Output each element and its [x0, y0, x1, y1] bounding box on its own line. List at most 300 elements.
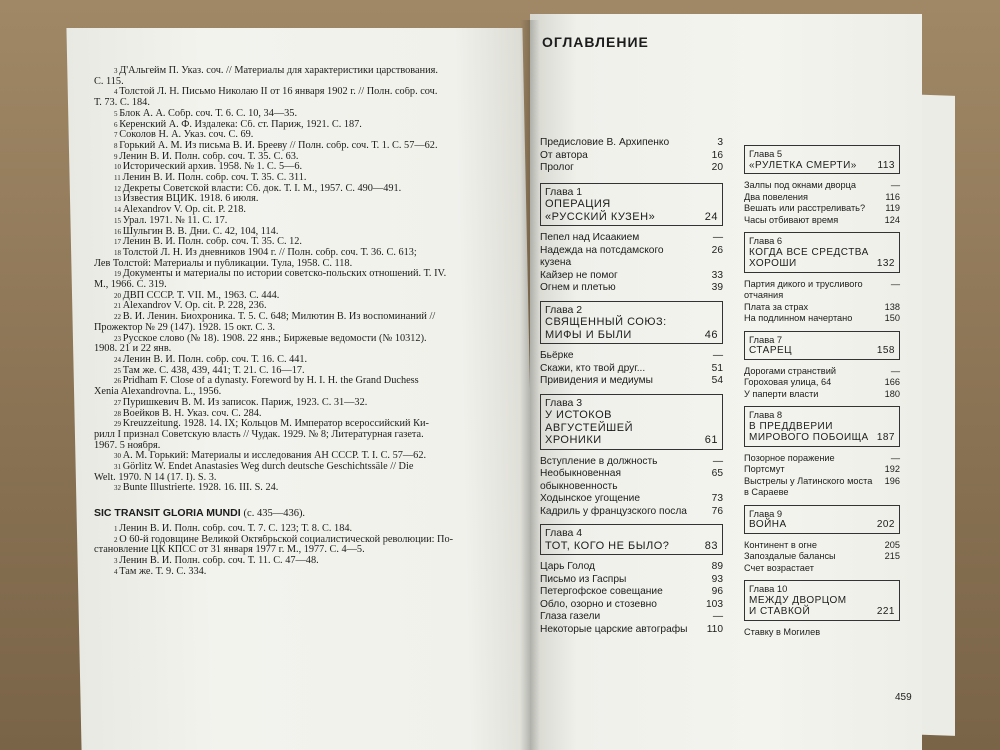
footnote-number: 25	[114, 366, 123, 375]
footnote-text: Шульгин В. В. Дни. С. 42, 104, 114.	[122, 226, 279, 237]
chapter-title	[749, 421, 895, 433]
chapter-title-text: СТАРЕЦ	[749, 345, 793, 356]
toc-entry-title: Гороховая улица, 64	[744, 377, 832, 387]
footnote-text: Декреты Советской власти: Сб. док. Т. I. М., 1957. С. 490—491.	[122, 183, 402, 194]
footnote-text: Исторический архив. 1958. № 1. С. 5—6.	[122, 162, 303, 173]
chapter-title	[749, 519, 895, 531]
toc-entry	[744, 377, 900, 389]
toc-entry	[744, 313, 900, 325]
footnote-text: становление ЦК КПСС от 31 января 1977 г. М., 1977. С. 4—5.	[94, 545, 365, 556]
footnote-line	[94, 545, 504, 556]
footnote-line	[94, 227, 504, 238]
footnote-line	[94, 173, 504, 184]
toc-entry-title: Два повеления	[744, 191, 808, 202]
toc-entry	[744, 563, 900, 575]
toc-entry-title: Предисловие В. Архипенко	[540, 137, 670, 148]
chapter-title	[545, 316, 718, 329]
toc-entry-title: Портсмут	[744, 464, 785, 474]
chapter-box	[744, 580, 900, 621]
chapter-box	[540, 524, 723, 555]
toc-entry-title: На подлинном начертано	[744, 313, 853, 323]
toc-entry	[744, 302, 900, 314]
toc-entry-page: 54	[711, 375, 723, 386]
footnote-text: Пуришкевич В. М. Из записок. Париж, 1923. С. 31—32.	[122, 397, 368, 408]
toc-entry-page: —	[712, 350, 723, 361]
toc-entry-page: —	[712, 232, 723, 243]
chapter-label: Глава 9	[749, 507, 783, 519]
toc-entry-title: Часы отбивают время	[744, 214, 839, 225]
toc-entry-title: Обло, озорно и стозевно	[540, 598, 657, 610]
toc-entry	[540, 506, 723, 519]
toc-entry-page: —	[890, 278, 900, 289]
chapter-page: 113	[877, 159, 895, 171]
toc-title: ОГЛАВЛЕНИЕ	[542, 34, 649, 50]
footnote-text: Ленин В. И. Полн. собр. соч. Т. 16. С. 441.	[122, 354, 308, 365]
footnote-number: 3	[114, 67, 120, 75]
toc-entry-title: Выстрелы у Латинского моста в Сараеве	[744, 475, 873, 497]
chapter-title-text: АВГУСТЕЙШЕЙ	[545, 421, 633, 434]
toc-entry	[540, 586, 723, 599]
footnote-line	[94, 419, 504, 430]
footnote-number: 24	[114, 355, 123, 364]
toc-entry-title: Необыкновенная обыкновенность	[540, 468, 621, 492]
toc-entry-page: —	[712, 611, 723, 622]
toc-entry-title: От автора	[540, 149, 588, 161]
footnote-text: Т. 73. С. 184.	[94, 98, 150, 109]
footnote-number: 21	[114, 302, 123, 311]
footnote-line	[94, 87, 504, 98]
chapter-page: 187	[876, 432, 895, 443]
footnote-number: 9	[114, 152, 120, 161]
footnote-text: Лев Толстой: Материалы и публикации. Тула, 1958. С. 118.	[94, 258, 353, 269]
toc-entry-page: 73	[711, 493, 723, 504]
chapter-title-text: «РУЛЕТКА СМЕРТИ»	[749, 159, 857, 171]
footnote-text: ДВП СССР. Т. VII. М., 1963. С. 444.	[122, 290, 280, 301]
chapter-title-text: КОГДА ВСЕ СРЕДСТВА	[749, 246, 869, 258]
toc-entry	[540, 363, 723, 376]
footnote-line	[94, 355, 504, 366]
toc-entry	[540, 232, 723, 245]
chapter-title	[545, 198, 718, 211]
toc-entry	[744, 215, 900, 227]
footnote-number: 19	[114, 270, 123, 279]
notes-list	[94, 66, 504, 494]
footnote-number: 18	[114, 248, 123, 257]
chapter-page	[692, 316, 718, 329]
toc-entry-page: 180	[884, 388, 900, 399]
toc-entry	[744, 540, 900, 552]
toc-column-1	[540, 137, 723, 642]
toc-entry-page: 196	[884, 475, 900, 486]
toc-entry	[540, 282, 723, 295]
chapter-page: 221	[876, 606, 895, 617]
toc-entry-page: —	[890, 365, 900, 376]
toc-entry	[540, 137, 723, 150]
chapter-title	[545, 211, 718, 224]
chapter-title	[749, 606, 895, 618]
chapter-box	[540, 183, 723, 227]
footnote-text: Блок А. А. Собр. соч. Т. 6. С. 10, 34—35.	[119, 108, 298, 119]
chapter-title	[749, 345, 895, 357]
footnote-line	[94, 344, 504, 355]
toc-entry-title: Дорогами странствий	[744, 365, 836, 376]
toc-entry	[540, 624, 723, 637]
chapter-label: Глава 6	[749, 235, 783, 246]
chapter-items	[744, 540, 900, 575]
toc-entry-page: 96	[711, 586, 723, 597]
toc-entry-title: Петергофское совещание	[540, 586, 663, 597]
chapter-page: 46	[704, 328, 718, 341]
toc-entry	[744, 476, 900, 499]
chapter-box	[744, 505, 900, 534]
toc-entry-title: Залпы под окнами дворца	[744, 180, 856, 190]
footnote-text: Горький А. М. Из письма В. И. Брееву // Полн. собр. соч. Т. 1. С. 57—62.	[119, 140, 438, 151]
toc-entry-title: Пролог	[540, 162, 574, 173]
footnote-number: 22	[114, 313, 123, 322]
toc-entry	[744, 366, 900, 378]
footnote-line	[94, 376, 504, 387]
spacer	[540, 175, 723, 183]
footnote-number: 15	[114, 216, 123, 225]
footnote-line	[94, 323, 504, 334]
chapter-title	[545, 329, 718, 342]
chapter-title-text: МИФЫ И БЫЛИ	[545, 328, 632, 341]
footnote-number: 7	[114, 131, 120, 140]
footnote-line	[94, 398, 504, 409]
chapter-label: Глава 5	[749, 148, 783, 159]
footnote-line	[94, 291, 504, 302]
footnote-line	[94, 184, 504, 195]
toc-entry	[540, 350, 723, 363]
footnote-text: В. И. Ленин. Биохроника. Т. 5. С. 648; Милютин В. Из воспоминаний //	[122, 312, 436, 323]
toc-entry-page: 124	[884, 214, 900, 225]
toc-entry-title: Ставку в Могилев	[744, 626, 821, 637]
toc-entry	[540, 150, 723, 163]
chapter-title-text: ХОРОШИ	[749, 258, 797, 269]
footnote-text: Прожектор № 29 (147). 1928. 15 окт. С. 3.	[94, 322, 276, 333]
toc-entry-page: 16	[711, 149, 723, 161]
toc-entry-page: —	[712, 455, 723, 467]
chapter-title	[545, 409, 718, 422]
footnote-line	[94, 66, 504, 77]
toc-entry-page: —	[890, 452, 900, 463]
footnote-number: 20	[114, 291, 123, 300]
footnote-number: 11	[114, 174, 123, 183]
chapter-page	[869, 595, 895, 607]
footnote-number: 13	[114, 195, 123, 204]
chapter-page	[692, 422, 718, 435]
chapter-label: Глава 2	[545, 303, 583, 316]
footnote-line	[94, 567, 504, 578]
chapter-label: Глава 3	[545, 396, 583, 409]
footnote-text: Ленин В. И. Полн. собр. соч. Т. 7. С. 123; Т. 8. С. 184.	[119, 523, 353, 534]
footnote-line	[94, 98, 504, 109]
toc-entry-title: Пепел над Исаакием	[540, 232, 640, 243]
toc-entry-title: Царь Голод	[540, 561, 595, 572]
footnote-text: А. М. Горький: Материалы и исследования АН СССР. Т. I. С. 57—62.	[122, 451, 427, 462]
footnote-line	[94, 312, 504, 323]
footnote-text: рилл I признал Советскую власть // Чудак. 1929. № 8; Литературная газета.	[94, 429, 424, 440]
toc-entry	[744, 180, 900, 192]
chapter-box	[744, 406, 900, 447]
toc-entry-page: 192	[884, 464, 900, 474]
toc-entry-page: 119	[885, 203, 900, 213]
footnote-number: 2	[114, 535, 120, 544]
toc-entry-title: Запоздалые балансы	[744, 551, 836, 561]
footnote-text: Соколов Н. А. Указ. соч. С. 69.	[119, 130, 254, 141]
footnote-text: Ленин В. И. Полн. собр. соч. Т. 35. С. 12.	[122, 237, 302, 248]
footnote-line	[94, 387, 504, 398]
toc-column-2	[744, 145, 900, 644]
toc-entry-title: Вступление в должность	[540, 455, 658, 467]
toc-entry	[744, 453, 900, 465]
chapter-page	[869, 421, 895, 433]
toc-entry-page: 150	[884, 313, 900, 323]
toc-entry-title: Привидения и медиумы	[540, 375, 653, 386]
toc-entry	[744, 279, 900, 302]
chapter-box	[540, 394, 723, 450]
footnote-number: 29	[114, 420, 123, 429]
footnote-text: Alexandrov V. Op. cit. P. 228, 236.	[122, 301, 267, 312]
toc-entry-page: 33	[711, 269, 723, 281]
chapter-title-text: СВЯЩЕННЫЙ СОЮЗ:	[545, 316, 667, 328]
footnote-text: Там же. С. 438, 439, 441; Т. 21. С. 16—17.	[122, 365, 305, 376]
chapter-items	[744, 180, 900, 226]
toc-entry	[744, 464, 900, 476]
chapter-label: Глава 8	[749, 409, 783, 420]
section-heading	[94, 508, 504, 520]
footnote-text: Ленин В. И. Полн. собр. соч. Т. 35. С. 311.	[122, 173, 307, 184]
footnote-text: Толстой Л. Н. Из дневников 1904 г. // Полн. собр. соч. Т. 36. С. 613;	[122, 247, 417, 258]
footnote-text: Ленин В. И. Полн. собр. соч. Т. 11. С. 47—48.	[119, 555, 319, 566]
chapter-box	[744, 331, 900, 360]
chapter-box	[744, 232, 900, 273]
chapter-title	[749, 595, 895, 607]
toc-entry-page: 138	[884, 301, 900, 312]
footnote-number: 4	[114, 567, 120, 576]
toc-entry-page: 116	[885, 191, 900, 202]
toc-entry-title: Бьёрке	[540, 350, 574, 361]
toc-entry-title: Некоторые царские автографы	[540, 623, 688, 635]
footnote-text: Alexandrov V. Op. cit. P. 218.	[122, 205, 246, 216]
toc-entry	[744, 627, 900, 639]
toc-entry	[540, 493, 723, 506]
footnote-text: Welt. 1970. N 14 (17. I). S. 3.	[94, 472, 217, 483]
footnote-text: Bunte Illustrierte. 1928. 16. III. S. 24.	[122, 483, 279, 494]
footnote-line	[94, 194, 504, 205]
toc-entry-page: 215	[884, 551, 900, 561]
footnote-number: 27	[114, 398, 123, 407]
footnote-number: 31	[114, 463, 123, 472]
footnote-number: 1	[114, 524, 120, 533]
chapter-title-text: В ПРЕДДВЕРИИ	[749, 420, 833, 432]
toc-entry	[540, 270, 723, 283]
footnote-number: 8	[114, 141, 120, 150]
toc-entry	[540, 561, 723, 574]
section-title: SIC TRANSIT GLORIA MUNDI	[94, 507, 241, 520]
toc-entry	[540, 611, 723, 624]
chapter-title-text: ВОЙНА	[749, 519, 787, 530]
footnote-text: Görlitz W. Endet Anastasies Weg durch deutsche Geschichtssäle // Die	[122, 462, 414, 473]
section-notes	[94, 524, 504, 578]
footnote-number: 17	[114, 238, 123, 247]
chapter-label: Глава 4	[545, 527, 583, 539]
footnote-number: 16	[114, 227, 123, 236]
footnote-text: О 60-й годовщине Великой Октябрьской социалистической революции: По-	[119, 534, 454, 545]
toc-entry-page: 51	[711, 362, 723, 374]
chapter-items	[540, 561, 723, 636]
footnote-line	[94, 259, 504, 270]
footnote-text: 1967. 5 ноября.	[94, 440, 161, 451]
chapter-items	[744, 279, 900, 325]
footnote-line	[94, 280, 504, 291]
toc-entry-title: Кайзер не помог	[540, 269, 618, 281]
toc-entry	[540, 456, 723, 469]
chapter-label: Глава 1	[545, 185, 583, 198]
section-pages: (с. 435—436).	[243, 508, 306, 520]
footnote-line	[94, 483, 504, 494]
chapter-label: Глава 10	[749, 583, 788, 594]
footnote-line	[94, 473, 504, 484]
toc-entry-page: 26	[711, 244, 723, 256]
chapter-title-text: ОПЕРАЦИЯ	[545, 198, 611, 210]
footnote-line	[94, 77, 504, 88]
footnote-text: Д'Альгейм П. Указ. соч. // Материалы для характеристики царствования.	[119, 66, 438, 76]
chapter-title-text: МЕЖДУ ДВОРЦОМ	[749, 594, 847, 606]
toc-entry-title: Партия дикого и трусливого отчаяния	[744, 278, 863, 300]
footnote-number: 14	[114, 206, 123, 215]
toc-entry-page: 93	[711, 573, 723, 585]
chapter-page: 132	[876, 258, 895, 269]
chapter-box	[540, 301, 723, 345]
toc-entry	[744, 389, 900, 401]
footnote-text: Там же. Т. 9. С. 334.	[119, 566, 207, 577]
footnote-text: Известия ВЦИК. 1918. 6 июля.	[122, 194, 259, 205]
chapter-page: 61	[704, 434, 718, 446]
toc-entry-title: Надежда на потсдамского кузена	[540, 244, 664, 268]
toc-entry-title: Континент в огне	[744, 539, 817, 550]
footnote-line	[94, 237, 504, 248]
chapter-title	[749, 160, 895, 172]
chapter-title-text: МИРОВОГО ПОБОИЩА	[749, 432, 869, 443]
footnote-line	[94, 451, 504, 462]
footnote-line	[94, 152, 504, 163]
toc-entry-page: —	[890, 180, 900, 190]
book-gutter	[520, 20, 540, 750]
chapter-items	[540, 350, 723, 388]
toc-entry	[540, 599, 723, 612]
chapter-page: 24	[704, 210, 718, 223]
footnote-number: 23	[114, 334, 123, 343]
footnote-number: 10	[114, 163, 123, 172]
chapter-title	[749, 432, 895, 444]
footnote-line	[94, 441, 504, 452]
toc-entry-page: 39	[711, 282, 723, 293]
footnote-line	[94, 366, 504, 377]
chapter-title	[545, 434, 718, 447]
chapter-title-text: У ИСТОКОВ	[545, 409, 612, 421]
chapter-title	[749, 258, 895, 270]
chapter-title	[545, 540, 718, 553]
footnote-text: Документы и материалы по истории советско-польских отношений. Т. IV.	[122, 269, 447, 280]
footnote-line	[94, 162, 504, 173]
footnote-line	[94, 130, 504, 141]
chapter-label: Глава 7	[749, 333, 783, 345]
footnote-line	[94, 462, 504, 473]
toc-entry	[540, 162, 723, 175]
footnote-line	[94, 248, 504, 259]
toc-entry-title: Ходынское угощение	[540, 493, 641, 504]
chapter-page: 202	[876, 519, 895, 530]
footnote-line	[94, 409, 504, 420]
toc-entry-title: Кадриль у французского посла	[540, 505, 687, 517]
chapter-page	[692, 198, 718, 211]
toc-entry-title: Огнем и плетью	[540, 282, 616, 293]
toc-entry	[540, 574, 723, 587]
footnote-line	[94, 216, 504, 227]
footnote-number: 3	[114, 556, 120, 565]
chapter-page	[692, 409, 718, 422]
toc-entry-page	[874, 627, 900, 639]
footnote-line	[94, 535, 504, 546]
footnote-text: Русское слово (№ 18). 1908. 22 янв.; Биржевые ведомости (№ 10312).	[122, 333, 427, 344]
footnote-line	[94, 301, 504, 312]
toc-entry-page: 103	[706, 598, 723, 610]
toc-entry-page: 89	[711, 561, 723, 572]
footnote-line	[94, 120, 504, 131]
toc-entry-title: Счет возрастает	[744, 562, 814, 573]
page-number: 459	[895, 692, 912, 703]
footnote-text: Ленин В. И. Полн. собр. соч. Т. 35. С. 63.	[119, 151, 299, 162]
footnote-text: Xenia Alexandrovna. L., 1956.	[94, 387, 222, 398]
footnote-line	[94, 334, 504, 345]
toc-entry	[744, 551, 900, 563]
toc-entry-page: 110	[706, 623, 723, 635]
toc-entry	[744, 203, 900, 215]
footnote-line	[94, 205, 504, 216]
footnote-number: 28	[114, 409, 123, 418]
footnote-number: 32	[114, 484, 123, 493]
chapter-items	[540, 232, 723, 295]
footnote-line	[94, 141, 504, 152]
toc-entry-page: 76	[711, 505, 723, 517]
chapter-title	[749, 247, 895, 259]
footnote-text: Kreuzzeitung. 1928. 14. IX; Кольцов М. Император всероссийский Ки-	[122, 419, 429, 430]
chapter-title-text: ТОТ, КОГО НЕ БЫЛО?	[545, 539, 670, 552]
footnote-line	[94, 269, 504, 280]
toc-entry-page: 3	[717, 137, 723, 148]
footnote-number: 30	[114, 452, 123, 461]
toc-entry-page: 65	[711, 468, 723, 479]
footnote-text: Толстой Л. Н. Письмо Николаю II от 16 января 1902 г. // Полн. собр. соч.	[119, 87, 438, 98]
footnote-text: Керенский А. Ф. Издалека: Сб. ст. Париж, 1921. С. 187.	[119, 119, 362, 130]
footnote-text: Pridham F. Close of a dynasty. Foreword by H. I. H. the Grand Duchess	[122, 376, 419, 387]
toc-entry-title: У паперти власти	[744, 388, 819, 399]
footnote-number: 5	[114, 109, 120, 118]
toc-entry-title: Вешать или расстреливать?	[744, 203, 866, 213]
toc-entry	[540, 468, 723, 493]
toc-entry-title: Плата за страх	[744, 301, 809, 312]
chapter-items	[744, 627, 900, 639]
toc-entry-page: 20	[711, 162, 723, 173]
footnote-line	[94, 109, 504, 120]
footnote-line	[94, 556, 504, 567]
toc-entry-title: Письмо из Гаспры	[540, 573, 627, 585]
footnote-text: М., 1966. С. 319.	[94, 280, 167, 291]
footnote-text: Урал. 1971. № 11. С. 17.	[122, 215, 228, 226]
footnote-line	[94, 430, 504, 441]
footnote-number: 6	[114, 120, 120, 129]
